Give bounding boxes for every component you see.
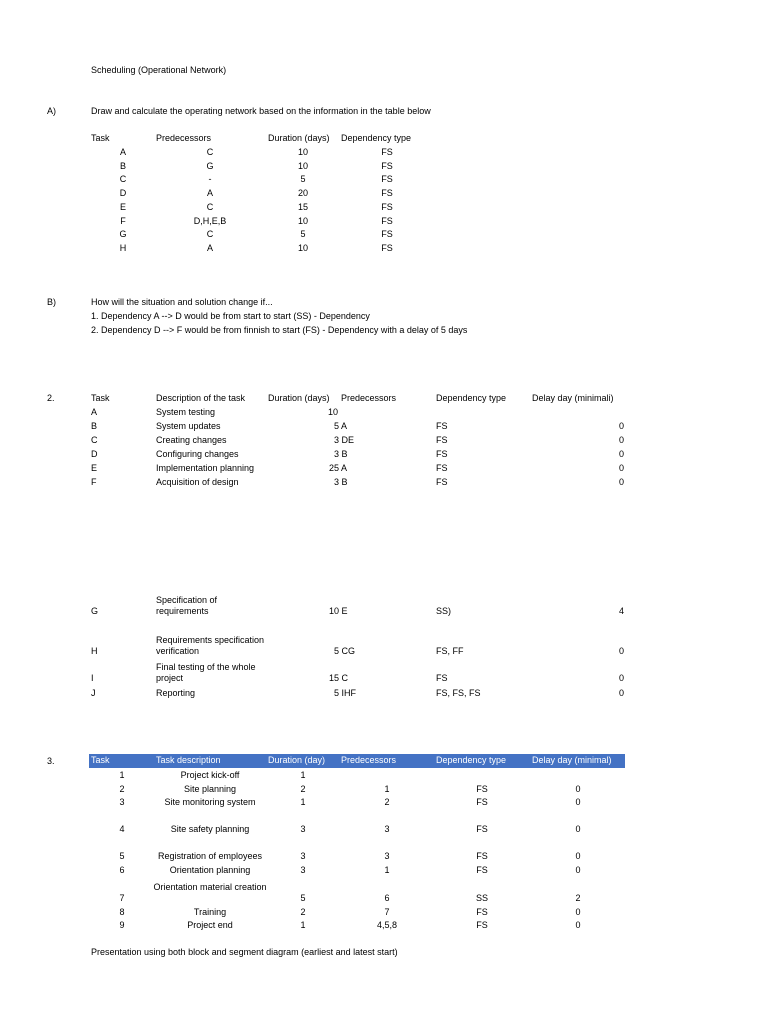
table-cell: FS bbox=[381, 215, 393, 226]
table-cell: FS bbox=[436, 463, 448, 473]
table-header: Predecessors bbox=[341, 755, 397, 765]
table-cell: Project end bbox=[187, 920, 233, 930]
table-cell: 3 bbox=[300, 865, 306, 875]
table-cell: 10 bbox=[297, 242, 308, 253]
table-cell: 1 bbox=[300, 770, 306, 780]
table-cell: 10 bbox=[297, 215, 308, 226]
section-3-header-bar bbox=[89, 754, 625, 768]
table-cell: Acquisition of design bbox=[156, 477, 239, 487]
table-cell: FS, FF bbox=[436, 646, 464, 656]
table-cell: FS bbox=[476, 797, 488, 807]
table-cell: 5 A bbox=[334, 421, 348, 431]
table-cell: 0 bbox=[618, 463, 624, 473]
table-cell: 3 bbox=[300, 851, 306, 861]
table-cell: I bbox=[91, 673, 94, 683]
table-cell: 3 bbox=[384, 824, 390, 834]
table-cell: Reporting bbox=[156, 688, 196, 698]
table-cell: 10 bbox=[297, 160, 308, 171]
table-cell: G bbox=[91, 606, 99, 616]
table-header: Duration (day) bbox=[268, 755, 326, 765]
table-cell: A bbox=[91, 407, 98, 417]
table-cell: 4 bbox=[618, 606, 624, 616]
table-cell: 10 bbox=[297, 147, 308, 157]
table-cell: FS bbox=[476, 907, 488, 917]
table-cell: 25 A bbox=[329, 463, 348, 473]
table-cell: B bbox=[91, 421, 98, 431]
table-cell: 0 bbox=[575, 824, 581, 834]
section-2-marker: 2. bbox=[47, 393, 55, 403]
table-cell: 7 bbox=[384, 907, 390, 917]
section-b-item-1: 1. Dependency A --> D would be from start to start (SS) - Dependency bbox=[91, 311, 370, 321]
table-cell: 0 bbox=[618, 673, 624, 683]
table-cell: 5 IHF bbox=[334, 688, 357, 698]
section-a-instruction: Draw and calculate the operating network based on the information in the table below bbox=[91, 106, 431, 116]
table-cell: 5 bbox=[300, 893, 306, 903]
table-cell: 3 bbox=[384, 851, 390, 861]
table-header: Description of the task bbox=[156, 393, 246, 403]
table-cell: 0 bbox=[575, 784, 581, 794]
page-title: Scheduling (Operational Network) bbox=[91, 65, 227, 75]
table-header: Task description bbox=[156, 755, 221, 765]
table-cell: FS bbox=[476, 851, 488, 861]
table-cell: 0 bbox=[575, 920, 581, 930]
table-cell: C bbox=[91, 435, 98, 445]
table-header: Predecessors bbox=[341, 393, 397, 403]
table-cell: A bbox=[206, 188, 213, 199]
table-cell: 1 bbox=[119, 770, 125, 780]
table-header: Dependency type bbox=[436, 393, 507, 403]
table-cell: 10 bbox=[328, 407, 339, 417]
section-b-item-2: 2. Dependency D --> F would be from finnish to start (FS) - Dependency with a delay of 5 days bbox=[91, 325, 468, 335]
table-cell: FS bbox=[436, 435, 448, 445]
table-cell: Requirements specification verification bbox=[156, 635, 265, 656]
table-header: Task bbox=[91, 755, 110, 765]
table-cell: 6 bbox=[384, 893, 390, 903]
table-cell: 1 bbox=[300, 920, 306, 930]
table-cell: 15 C bbox=[329, 673, 349, 683]
table-cell: C bbox=[206, 147, 214, 157]
table-cell: 3 bbox=[119, 797, 125, 807]
table-cell: F bbox=[120, 215, 126, 226]
table-cell: - bbox=[208, 174, 212, 185]
table-cell: F bbox=[91, 477, 97, 487]
table-header: Predecessors bbox=[156, 133, 212, 143]
table-cell: FS bbox=[476, 865, 488, 875]
section-a-marker: A) bbox=[47, 106, 56, 116]
table-header: Task bbox=[91, 133, 110, 143]
table-cell: C bbox=[206, 229, 214, 240]
table-cell: B bbox=[119, 160, 126, 171]
table-cell: FS bbox=[381, 201, 393, 212]
table-cell: 0 bbox=[618, 449, 624, 459]
table-header: Dependency type bbox=[341, 133, 412, 143]
table-cell: Specification of requirements bbox=[156, 595, 218, 616]
table-cell: SS) bbox=[436, 606, 452, 616]
table-cell: Orientation material creation bbox=[153, 882, 267, 892]
table-cell: FS bbox=[476, 920, 488, 930]
table-cell: 3 bbox=[300, 824, 306, 834]
table-cell: 1 bbox=[384, 784, 390, 794]
table-cell: 6 bbox=[119, 865, 125, 875]
table-cell: 0 bbox=[618, 421, 624, 431]
table-cell: 5 CG bbox=[334, 646, 356, 656]
table-cell: G bbox=[206, 160, 214, 171]
table-cell: 0 bbox=[575, 797, 581, 807]
table-cell: System updates bbox=[156, 421, 221, 431]
table-cell: C bbox=[206, 201, 214, 212]
table-cell: Training bbox=[193, 907, 227, 917]
table-cell: 4,5,8 bbox=[376, 920, 398, 930]
table-cell: Site planning bbox=[183, 784, 237, 794]
table-cell: H bbox=[119, 242, 127, 253]
table-cell: 8 bbox=[119, 907, 125, 917]
table-cell: FS bbox=[381, 188, 393, 199]
table-header: Duration (days) bbox=[268, 133, 330, 143]
table-cell: FS bbox=[436, 673, 448, 683]
table-cell: D bbox=[91, 449, 98, 459]
table-cell: 15 bbox=[297, 201, 308, 212]
table-cell: 2 bbox=[384, 797, 390, 807]
table-cell: 3 DE bbox=[334, 435, 355, 445]
table-cell: G bbox=[119, 229, 127, 240]
table-cell: E bbox=[119, 201, 126, 212]
table-cell: Registration of employees bbox=[157, 851, 263, 861]
table-cell: Project kick-off bbox=[180, 770, 240, 780]
table-header: Dependency type bbox=[436, 755, 507, 765]
table-cell: A bbox=[119, 147, 126, 157]
footer-note: Presentation using both block and segment diagram (earliest and latest start) bbox=[91, 947, 398, 957]
table-cell: FS bbox=[381, 147, 393, 157]
table-header: Delay day (minimal) bbox=[532, 755, 612, 765]
table-cell: Final testing of the whole project bbox=[156, 662, 256, 683]
table-cell: 2 bbox=[119, 784, 125, 794]
table-cell: 0 bbox=[575, 865, 581, 875]
table-cell: E bbox=[91, 463, 98, 473]
table-cell: J bbox=[91, 688, 96, 698]
table-cell: 1 bbox=[300, 797, 306, 807]
section-b-marker: B) bbox=[47, 297, 56, 307]
table-cell: SS bbox=[475, 893, 488, 903]
table-cell: Orientation planning bbox=[169, 865, 251, 875]
table-cell: 0 bbox=[618, 646, 624, 656]
table-cell: 2 bbox=[575, 893, 581, 903]
table-cell: 4 bbox=[119, 824, 125, 834]
table-header: Delay day (minimali) bbox=[532, 393, 614, 403]
table-cell: Creating changes bbox=[156, 435, 227, 445]
table-cell: 5 bbox=[300, 229, 306, 240]
table-cell: 0 bbox=[618, 688, 624, 698]
table-cell: H bbox=[91, 646, 98, 656]
table-cell: System testing bbox=[156, 407, 216, 417]
section-3-marker: 3. bbox=[47, 756, 55, 766]
table-cell: FS bbox=[381, 174, 393, 185]
table-cell: 20 bbox=[297, 188, 308, 199]
section-b-question: How will the situation and solution change if... bbox=[91, 297, 273, 307]
table-cell: 9 bbox=[119, 920, 125, 930]
table-cell: Configuring changes bbox=[156, 449, 239, 459]
table-cell: 3 B bbox=[334, 449, 348, 459]
table-cell: FS bbox=[436, 449, 448, 459]
table-cell: C bbox=[119, 174, 127, 185]
table-cell: D,H,E,B bbox=[193, 215, 227, 226]
table-cell: FS bbox=[381, 242, 393, 253]
table-cell: D bbox=[119, 188, 127, 199]
table-cell: 2 bbox=[300, 784, 306, 794]
table-cell: FS bbox=[381, 229, 393, 240]
table-cell: 0 bbox=[575, 907, 581, 917]
table-cell: FS bbox=[381, 160, 393, 171]
table-cell: 0 bbox=[618, 435, 624, 445]
table-cell: FS bbox=[476, 824, 488, 834]
table-cell: 7 bbox=[119, 893, 125, 903]
table-cell: 0 bbox=[618, 477, 624, 487]
table-cell: 3 B bbox=[334, 477, 348, 487]
table-cell: Implementation planning bbox=[156, 463, 255, 473]
table-cell: 5 bbox=[300, 174, 306, 185]
table-cell: 2 bbox=[300, 907, 306, 917]
table-cell: FS bbox=[436, 477, 448, 487]
table-cell: 0 bbox=[575, 851, 581, 861]
table-cell: A bbox=[206, 242, 213, 253]
table-header: Duration (days) bbox=[268, 393, 330, 403]
table-header: Task bbox=[91, 393, 110, 403]
table-cell: FS, FS, FS bbox=[436, 688, 481, 698]
table-cell: Site monitoring system bbox=[164, 797, 256, 807]
table-cell: FS bbox=[476, 784, 488, 794]
table-cell: 10 E bbox=[329, 606, 348, 616]
table-cell: Site safety planning bbox=[170, 824, 250, 834]
table-cell: 5 bbox=[119, 851, 125, 861]
table-cell: FS bbox=[436, 421, 448, 431]
table-cell: 1 bbox=[384, 865, 390, 875]
